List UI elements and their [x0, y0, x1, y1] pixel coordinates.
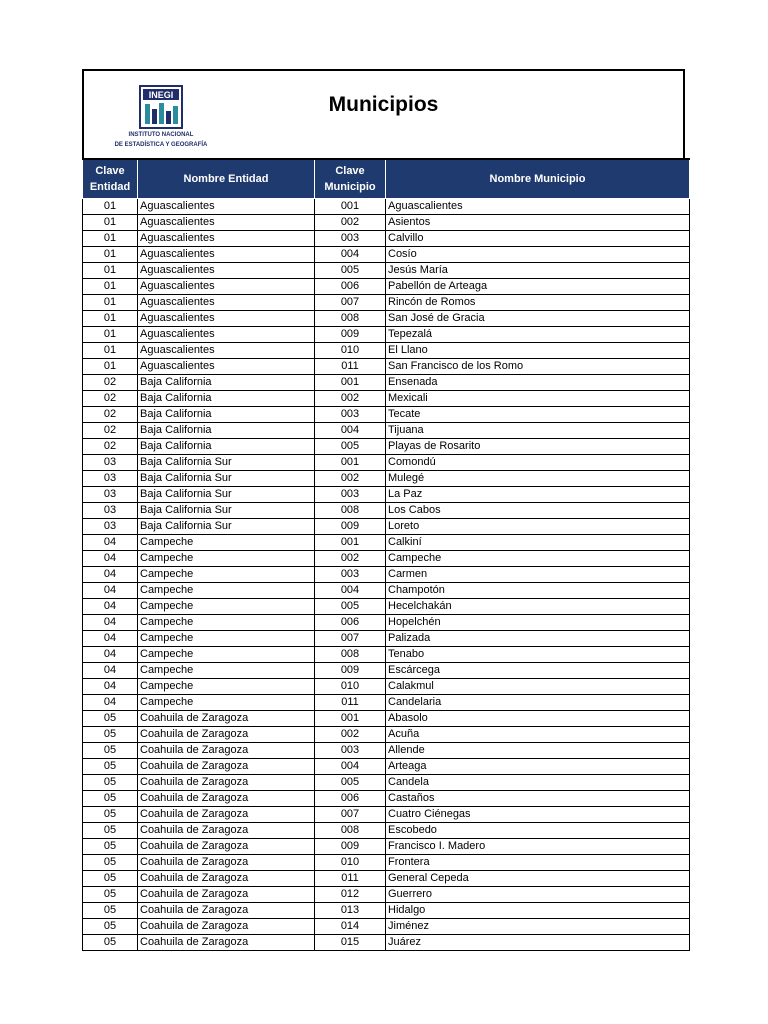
nombre-municipio-cell: Abasolo [386, 711, 690, 727]
clave-entidad-cell: 03 [83, 487, 138, 503]
nombre-entidad-cell: Coahuila de Zaragoza [138, 887, 315, 903]
nombre-municipio-cell: Frontera [386, 855, 690, 871]
clave-municipio-cell: 010 [315, 343, 386, 359]
nombre-municipio-cell: General Cepeda [386, 871, 690, 887]
clave-municipio-cell: 003 [315, 487, 386, 503]
clave-municipio-cell: 005 [315, 439, 386, 455]
clave-entidad-cell: 04 [83, 647, 138, 663]
table-row [83, 215, 690, 231]
clave-entidad-cell: 01 [83, 327, 138, 343]
table-row [83, 567, 690, 583]
nombre-entidad-cell: Aguascalientes [138, 279, 315, 295]
header-clave-municipio: Clave Municipio [315, 159, 386, 199]
table-row [83, 679, 690, 695]
clave-entidad-cell: 04 [83, 695, 138, 711]
nombre-municipio-cell: Hidalgo [386, 903, 690, 919]
nombre-municipio-cell: Candelaria [386, 695, 690, 711]
nombre-municipio-cell: Asientos [386, 215, 690, 231]
nombre-entidad-cell: Aguascalientes [138, 215, 315, 231]
clave-municipio-cell: 008 [315, 823, 386, 839]
nombre-municipio-cell: Allende [386, 743, 690, 759]
table-row [83, 919, 690, 935]
table-row [83, 375, 690, 391]
nombre-entidad-cell: Aguascalientes [138, 343, 315, 359]
clave-municipio-cell: 005 [315, 263, 386, 279]
clave-entidad-cell: 01 [83, 263, 138, 279]
clave-municipio-cell: 014 [315, 919, 386, 935]
table-row [83, 343, 690, 359]
table-row [83, 263, 690, 279]
clave-entidad-cell: 01 [83, 359, 138, 375]
table-row [83, 471, 690, 487]
nombre-entidad-cell: Baja California [138, 407, 315, 423]
nombre-municipio-cell: Carmen [386, 567, 690, 583]
table-body [83, 199, 690, 951]
clave-municipio-cell: 006 [315, 791, 386, 807]
nombre-entidad-cell: Aguascalientes [138, 199, 315, 215]
table-row [83, 423, 690, 439]
clave-entidad-cell: 04 [83, 615, 138, 631]
clave-entidad-cell: 01 [83, 295, 138, 311]
nombre-entidad-cell: Coahuila de Zaragoza [138, 839, 315, 855]
clave-entidad-cell: 05 [83, 887, 138, 903]
clave-entidad-cell: 05 [83, 807, 138, 823]
nombre-municipio-cell: Arteaga [386, 759, 690, 775]
clave-municipio-cell: 006 [315, 615, 386, 631]
clave-municipio-cell: 009 [315, 327, 386, 343]
clave-entidad-cell: 04 [83, 535, 138, 551]
nombre-municipio-cell: Tenabo [386, 647, 690, 663]
table-row [83, 599, 690, 615]
table-row [83, 823, 690, 839]
table-row [83, 759, 690, 775]
header-nombre-entidad: Nombre Entidad [138, 159, 315, 199]
nombre-entidad-cell: Coahuila de Zaragoza [138, 727, 315, 743]
nombre-entidad-cell: Campeche [138, 567, 315, 583]
nombre-entidad-cell: Campeche [138, 647, 315, 663]
nombre-entidad-cell: Aguascalientes [138, 359, 315, 375]
table-row [83, 887, 690, 903]
clave-entidad-cell: 05 [83, 855, 138, 871]
nombre-entidad-cell: Coahuila de Zaragoza [138, 903, 315, 919]
nombre-municipio-cell: Juárez [386, 935, 690, 951]
nombre-entidad-cell: Aguascalientes [138, 263, 315, 279]
clave-municipio-cell: 003 [315, 743, 386, 759]
clave-municipio-cell: 001 [315, 535, 386, 551]
table-row [83, 295, 690, 311]
nombre-entidad-cell: Coahuila de Zaragoza [138, 935, 315, 951]
table-header-row [83, 159, 690, 199]
clave-entidad-cell: 05 [83, 919, 138, 935]
clave-municipio-cell: 003 [315, 231, 386, 247]
municipios-table [82, 158, 690, 951]
clave-entidad-cell: 02 [83, 375, 138, 391]
clave-municipio-cell: 002 [315, 727, 386, 743]
table-row [83, 327, 690, 343]
clave-entidad-cell: 05 [83, 823, 138, 839]
nombre-municipio-cell: El Llano [386, 343, 690, 359]
clave-municipio-cell: 001 [315, 455, 386, 471]
nombre-municipio-cell: Champotón [386, 583, 690, 599]
clave-entidad-cell: 04 [83, 567, 138, 583]
nombre-entidad-cell: Baja California Sur [138, 503, 315, 519]
table-row [83, 519, 690, 535]
clave-municipio-cell: 011 [315, 359, 386, 375]
nombre-municipio-cell: Tecate [386, 407, 690, 423]
table-row [83, 855, 690, 871]
clave-entidad-cell: 05 [83, 759, 138, 775]
table-row [83, 727, 690, 743]
table-row [83, 743, 690, 759]
table-row [83, 455, 690, 471]
clave-municipio-cell: 010 [315, 679, 386, 695]
clave-municipio-cell: 004 [315, 247, 386, 263]
nombre-entidad-cell: Campeche [138, 551, 315, 567]
nombre-municipio-cell: Playas de Rosarito [386, 439, 690, 455]
clave-municipio-cell: 001 [315, 375, 386, 391]
table-row [83, 583, 690, 599]
nombre-entidad-cell: Aguascalientes [138, 231, 315, 247]
nombre-municipio-cell: Jiménez [386, 919, 690, 935]
nombre-municipio-cell: Cuatro Ciénegas [386, 807, 690, 823]
table-row [83, 359, 690, 375]
nombre-entidad-cell: Coahuila de Zaragoza [138, 871, 315, 887]
table-row [83, 535, 690, 551]
header-clave-entidad: Clave Entidad [83, 159, 138, 199]
clave-entidad-cell: 05 [83, 871, 138, 887]
nombre-entidad-cell: Coahuila de Zaragoza [138, 807, 315, 823]
nombre-municipio-cell: La Paz [386, 487, 690, 503]
nombre-entidad-cell: Campeche [138, 535, 315, 551]
nombre-municipio-cell: Hopelchén [386, 615, 690, 631]
nombre-entidad-cell: Baja California [138, 423, 315, 439]
table-row [83, 695, 690, 711]
clave-municipio-cell: 001 [315, 199, 386, 215]
clave-municipio-cell: 010 [315, 855, 386, 871]
nombre-entidad-cell: Coahuila de Zaragoza [138, 743, 315, 759]
clave-municipio-cell: 005 [315, 775, 386, 791]
clave-municipio-cell: 003 [315, 407, 386, 423]
table-row [83, 551, 690, 567]
nombre-municipio-cell: Tijuana [386, 423, 690, 439]
clave-municipio-cell: 005 [315, 599, 386, 615]
document-sheet [82, 69, 685, 951]
nombre-municipio-cell: Calakmul [386, 679, 690, 695]
clave-entidad-cell: 01 [83, 311, 138, 327]
clave-entidad-cell: 04 [83, 583, 138, 599]
logo-line-1: INSTITUTO NACIONAL [128, 132, 194, 138]
clave-entidad-cell: 03 [83, 471, 138, 487]
nombre-municipio-cell: Tepezalá [386, 327, 690, 343]
table-row [83, 279, 690, 295]
nombre-entidad-cell: Aguascalientes [138, 247, 315, 263]
clave-entidad-cell: 03 [83, 519, 138, 535]
logo-line-2: DE ESTADÍSTICA Y GEOGRAFÍA [114, 142, 208, 148]
clave-municipio-cell: 009 [315, 839, 386, 855]
clave-municipio-cell: 004 [315, 759, 386, 775]
nombre-municipio-cell: Francisco I. Madero [386, 839, 690, 855]
nombre-entidad-cell: Baja California Sur [138, 519, 315, 535]
nombre-municipio-cell: Los Cabos [386, 503, 690, 519]
nombre-municipio-cell: Ensenada [386, 375, 690, 391]
nombre-entidad-cell: Campeche [138, 663, 315, 679]
header-banner [82, 69, 685, 158]
table-row [83, 663, 690, 679]
nombre-municipio-cell: Aguascalientes [386, 199, 690, 215]
clave-municipio-cell: 011 [315, 871, 386, 887]
nombre-municipio-cell: Palizada [386, 631, 690, 647]
nombre-entidad-cell: Aguascalientes [138, 311, 315, 327]
nombre-entidad-cell: Baja California [138, 439, 315, 455]
clave-entidad-cell: 01 [83, 231, 138, 247]
nombre-entidad-cell: Campeche [138, 599, 315, 615]
clave-entidad-cell: 04 [83, 631, 138, 647]
clave-municipio-cell: 004 [315, 423, 386, 439]
clave-entidad-cell: 01 [83, 199, 138, 215]
clave-entidad-cell: 01 [83, 279, 138, 295]
nombre-municipio-cell: Castaños [386, 791, 690, 807]
nombre-municipio-cell: Cosío [386, 247, 690, 263]
header-nombre-municipio: Nombre Municipio [386, 159, 690, 199]
clave-entidad-cell: 04 [83, 551, 138, 567]
table-row [83, 839, 690, 855]
nombre-municipio-cell: Comondú [386, 455, 690, 471]
nombre-entidad-cell: Aguascalientes [138, 327, 315, 343]
clave-municipio-cell: 008 [315, 647, 386, 663]
clave-municipio-cell: 004 [315, 583, 386, 599]
table-row [83, 439, 690, 455]
nombre-entidad-cell: Campeche [138, 679, 315, 695]
clave-entidad-cell: 03 [83, 503, 138, 519]
nombre-municipio-cell: Jesús María [386, 263, 690, 279]
clave-entidad-cell: 05 [83, 743, 138, 759]
table-row [83, 647, 690, 663]
clave-municipio-cell: 007 [315, 631, 386, 647]
clave-municipio-cell: 008 [315, 311, 386, 327]
clave-municipio-cell: 007 [315, 295, 386, 311]
table-row [83, 631, 690, 647]
clave-municipio-cell: 002 [315, 391, 386, 407]
table-row [83, 199, 690, 215]
page-title: Municipios [328, 93, 439, 116]
clave-municipio-cell: 002 [315, 215, 386, 231]
table-row [83, 487, 690, 503]
nombre-entidad-cell: Baja California Sur [138, 455, 315, 471]
clave-entidad-cell: 05 [83, 711, 138, 727]
clave-entidad-cell: 05 [83, 775, 138, 791]
table-row [83, 231, 690, 247]
table-row [83, 407, 690, 423]
clave-entidad-cell: 04 [83, 663, 138, 679]
nombre-municipio-cell: Hecelchakán [386, 599, 690, 615]
table-row [83, 935, 690, 951]
nombre-municipio-cell: Candela [386, 775, 690, 791]
clave-municipio-cell: 013 [315, 903, 386, 919]
nombre-entidad-cell: Coahuila de Zaragoza [138, 711, 315, 727]
clave-municipio-cell: 002 [315, 471, 386, 487]
nombre-entidad-cell: Coahuila de Zaragoza [138, 823, 315, 839]
nombre-municipio-cell: Acuña [386, 727, 690, 743]
nombre-municipio-cell: Campeche [386, 551, 690, 567]
nombre-municipio-cell: Mulegé [386, 471, 690, 487]
clave-municipio-cell: 003 [315, 567, 386, 583]
table-row [83, 247, 690, 263]
clave-municipio-cell: 015 [315, 935, 386, 951]
clave-entidad-cell: 04 [83, 679, 138, 695]
table-row [83, 791, 690, 807]
nombre-entidad-cell: Campeche [138, 615, 315, 631]
nombre-municipio-cell: Escárcega [386, 663, 690, 679]
nombre-entidad-cell: Baja California Sur [138, 487, 315, 503]
svg-text:INEGI: INEGI [148, 90, 174, 100]
nombre-entidad-cell: Baja California [138, 375, 315, 391]
clave-municipio-cell: 008 [315, 503, 386, 519]
clave-entidad-cell: 03 [83, 455, 138, 471]
clave-entidad-cell: 02 [83, 407, 138, 423]
clave-entidad-cell: 02 [83, 423, 138, 439]
nombre-municipio-cell: Rincón de Romos [386, 295, 690, 311]
clave-municipio-cell: 006 [315, 279, 386, 295]
clave-municipio-cell: 012 [315, 887, 386, 903]
clave-entidad-cell: 05 [83, 791, 138, 807]
table-row [83, 615, 690, 631]
nombre-municipio-cell: San José de Gracia [386, 311, 690, 327]
table-row [83, 775, 690, 791]
nombre-municipio-cell: Loreto [386, 519, 690, 535]
nombre-entidad-cell: Baja California [138, 391, 315, 407]
clave-entidad-cell: 01 [83, 215, 138, 231]
nombre-entidad-cell: Campeche [138, 583, 315, 599]
clave-municipio-cell: 007 [315, 807, 386, 823]
nombre-entidad-cell: Aguascalientes [138, 295, 315, 311]
nombre-entidad-cell: Coahuila de Zaragoza [138, 919, 315, 935]
table-row [83, 311, 690, 327]
clave-municipio-cell: 002 [315, 551, 386, 567]
nombre-entidad-cell: Coahuila de Zaragoza [138, 775, 315, 791]
nombre-municipio-cell: Pabellón de Arteaga [386, 279, 690, 295]
nombre-entidad-cell: Coahuila de Zaragoza [138, 791, 315, 807]
clave-entidad-cell: 05 [83, 839, 138, 855]
table-row [83, 903, 690, 919]
table-row [83, 391, 690, 407]
table-row [83, 711, 690, 727]
nombre-entidad-cell: Campeche [138, 631, 315, 647]
clave-entidad-cell: 02 [83, 391, 138, 407]
clave-municipio-cell: 009 [315, 519, 386, 535]
clave-entidad-cell: 05 [83, 903, 138, 919]
nombre-entidad-cell: Baja California Sur [138, 471, 315, 487]
nombre-municipio-cell: Calkiní [386, 535, 690, 551]
clave-entidad-cell: 01 [83, 343, 138, 359]
nombre-entidad-cell: Coahuila de Zaragoza [138, 855, 315, 871]
nombre-municipio-cell: Escobedo [386, 823, 690, 839]
nombre-entidad-cell: Campeche [138, 695, 315, 711]
table-row [83, 503, 690, 519]
nombre-municipio-cell: Mexicali [386, 391, 690, 407]
clave-entidad-cell: 04 [83, 599, 138, 615]
nombre-municipio-cell: Calvillo [386, 231, 690, 247]
table-row [83, 807, 690, 823]
nombre-municipio-cell: Guerrero [386, 887, 690, 903]
clave-entidad-cell: 05 [83, 935, 138, 951]
nombre-municipio-cell: San Francisco de los Romo [386, 359, 690, 375]
clave-entidad-cell: 02 [83, 439, 138, 455]
clave-entidad-cell: 01 [83, 247, 138, 263]
clave-municipio-cell: 001 [315, 711, 386, 727]
clave-entidad-cell: 05 [83, 727, 138, 743]
clave-municipio-cell: 011 [315, 695, 386, 711]
nombre-entidad-cell: Coahuila de Zaragoza [138, 759, 315, 775]
clave-municipio-cell: 009 [315, 663, 386, 679]
table-row [83, 871, 690, 887]
